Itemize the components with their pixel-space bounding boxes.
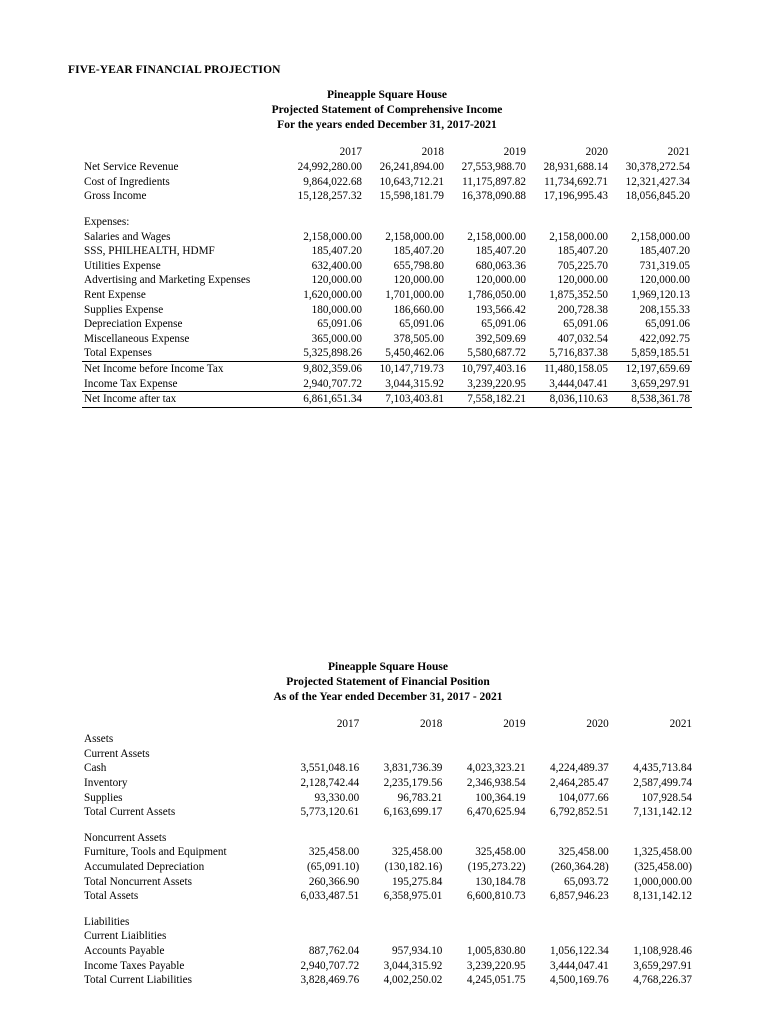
row-value: 260,366.90 bbox=[308, 875, 360, 888]
row-value: 3,444,047.41 bbox=[549, 377, 608, 390]
row-value: 65,091.06 bbox=[563, 318, 608, 331]
row-value: 4,023,323.21 bbox=[466, 762, 526, 775]
row-value: 28,931,688.14 bbox=[543, 161, 608, 174]
table-row bbox=[82, 244, 692, 259]
row-value: 4,224,489.37 bbox=[550, 762, 609, 775]
statement-title-block bbox=[82, 660, 694, 706]
row-value: 8,131,142.12 bbox=[633, 890, 692, 903]
row-label: Salaries and Wages bbox=[84, 230, 171, 243]
column-header-2017: 2017 bbox=[336, 717, 360, 730]
row-value: 6,861,651.34 bbox=[282, 392, 364, 408]
row-value: 655,798.80 bbox=[393, 259, 444, 272]
row-value: 422,092.75 bbox=[639, 332, 690, 345]
row-value: 120,000.00 bbox=[475, 274, 526, 287]
row-label: Accounts Payable bbox=[84, 944, 165, 957]
row-value: 100,364.19 bbox=[475, 791, 526, 804]
row-label: Advertising and Marketing Expenses bbox=[84, 274, 251, 287]
row-value: 680,063.36 bbox=[475, 259, 526, 272]
row-label: Assets bbox=[84, 733, 114, 746]
row-label: Accumulated Depreciation bbox=[84, 860, 205, 873]
row-value: 2,128,742.44 bbox=[300, 776, 360, 789]
column-header-2018: 2018 bbox=[421, 145, 444, 158]
row-value: 1,786,050.00 bbox=[467, 288, 526, 301]
table-row bbox=[82, 860, 694, 875]
statement-title-line: For the years ended December 31, 2017-2021 bbox=[277, 119, 497, 132]
row-value: 65,093.72 bbox=[564, 875, 609, 888]
row-value: 9,802,359.06 bbox=[282, 361, 364, 376]
row-value: 65,091.06 bbox=[399, 318, 444, 331]
row-value: 378,505.00 bbox=[393, 332, 444, 345]
row-value: 1,005,830.80 bbox=[466, 944, 526, 957]
row-value bbox=[528, 747, 611, 762]
statement-title-line: Projected Statement of Comprehensive Income bbox=[271, 104, 503, 117]
row-label: Total Current Assets bbox=[84, 806, 176, 819]
statement-title-line: Pineapple Square House bbox=[328, 661, 448, 673]
row-value: 2,158,000.00 bbox=[385, 230, 444, 243]
row-value: 1,620,000.00 bbox=[303, 288, 362, 301]
row-value: 11,734,692.71 bbox=[544, 175, 608, 188]
row-value: 3,551,048.16 bbox=[300, 762, 360, 775]
row-value bbox=[528, 915, 611, 930]
column-header-2021: 2021 bbox=[669, 717, 692, 730]
row-value: 3,828,469.76 bbox=[300, 974, 360, 987]
row-label: Net Income before Income Tax bbox=[82, 361, 282, 376]
table-row-section-header bbox=[82, 831, 694, 846]
row-value: 9,864,022.68 bbox=[303, 175, 362, 188]
row-label: Net Service Revenue bbox=[84, 161, 179, 174]
row-value: 120,000.00 bbox=[311, 274, 362, 287]
table-row-section-header bbox=[82, 732, 694, 747]
row-value: 1,701,000.00 bbox=[385, 288, 444, 301]
row-value: 2,158,000.00 bbox=[467, 230, 526, 243]
statement-title-block bbox=[82, 88, 692, 134]
row-value: 325,458.00 bbox=[392, 846, 443, 859]
statement-comprehensive-income bbox=[82, 88, 692, 408]
row-value: 130,184.78 bbox=[475, 875, 526, 888]
row-value: 6,470,625.94 bbox=[466, 806, 526, 819]
row-value bbox=[282, 215, 364, 230]
row-label: Noncurrent Assets bbox=[84, 831, 167, 844]
spacer-row bbox=[82, 706, 694, 717]
row-value: 8,538,361.78 bbox=[610, 392, 692, 408]
row-value: 6,792,852.51 bbox=[550, 806, 609, 819]
row-value bbox=[611, 732, 694, 747]
column-header-row bbox=[82, 145, 692, 161]
row-value: 6,163,699.17 bbox=[383, 806, 443, 819]
row-value: 1,325,458.00 bbox=[633, 846, 692, 859]
row-value bbox=[446, 215, 528, 230]
row-value bbox=[278, 732, 361, 747]
row-value: 24,992,280.00 bbox=[297, 161, 362, 174]
document-heading: FIVE-YEAR FINANCIAL PROJECTION bbox=[68, 64, 281, 76]
row-value: 11,175,897.82 bbox=[462, 175, 526, 188]
table-row bbox=[82, 160, 692, 175]
row-value: 2,587,499.74 bbox=[633, 776, 692, 789]
row-label: Total Expenses bbox=[84, 347, 152, 360]
row-value bbox=[611, 831, 694, 846]
row-value: 65,091.06 bbox=[481, 318, 526, 331]
row-value: 957,934.10 bbox=[392, 944, 443, 957]
table-row bbox=[82, 791, 694, 806]
column-header-2019: 2019 bbox=[503, 717, 526, 730]
row-value: 3,239,220.95 bbox=[467, 377, 526, 390]
row-value: 5,325,898.26 bbox=[303, 347, 362, 360]
row-value: 887,762.04 bbox=[308, 944, 360, 957]
row-value: 120,000.00 bbox=[393, 274, 444, 287]
row-value bbox=[444, 732, 527, 747]
row-value: 365,000.00 bbox=[311, 332, 362, 345]
row-value: 2,940,707.72 bbox=[300, 959, 360, 972]
row-value: 15,598,181.79 bbox=[379, 190, 444, 203]
row-label: Total Assets bbox=[84, 890, 139, 903]
row-value bbox=[610, 215, 692, 230]
row-value: 65,091.06 bbox=[317, 318, 362, 331]
header-blank bbox=[82, 717, 278, 733]
table-row-net-income-after-tax bbox=[82, 392, 692, 408]
row-value: 7,558,182.21 bbox=[446, 392, 528, 408]
row-value bbox=[528, 831, 611, 846]
row-value: 185,407.20 bbox=[475, 245, 526, 258]
statement-financial-position bbox=[82, 660, 694, 988]
row-value: 7,131,142.12 bbox=[633, 806, 692, 819]
table-row bbox=[82, 303, 692, 318]
row-value: 186,660.00 bbox=[393, 303, 444, 316]
row-value bbox=[278, 831, 361, 846]
table-row bbox=[82, 761, 694, 776]
row-value bbox=[361, 929, 444, 944]
row-value: 30,378,272.54 bbox=[625, 161, 690, 174]
row-label: Expenses: bbox=[84, 215, 130, 228]
row-value: 6,358,975.01 bbox=[383, 890, 443, 903]
row-value bbox=[528, 215, 610, 230]
table-row-total bbox=[82, 805, 694, 820]
row-label: Inventory bbox=[84, 776, 128, 789]
row-label: Furniture, Tools and Equipment bbox=[84, 846, 227, 859]
row-value: 16,378,090.88 bbox=[461, 190, 526, 203]
row-value: 7,103,403.81 bbox=[364, 392, 446, 408]
table-row bbox=[82, 845, 694, 860]
row-value: 8,036,110.63 bbox=[528, 392, 610, 408]
statement-title-line: Projected Statement of Financial Position bbox=[286, 676, 490, 689]
row-label: Miscellaneous Expense bbox=[84, 332, 190, 345]
table-row bbox=[82, 361, 692, 376]
row-value bbox=[278, 929, 361, 944]
row-value: (260,364.28) bbox=[550, 860, 609, 873]
row-value: 96,783.21 bbox=[397, 791, 443, 804]
row-value: 1,875,352.50 bbox=[549, 288, 608, 301]
row-label: Supplies Expense bbox=[84, 303, 164, 316]
row-value: 4,435,713.84 bbox=[633, 762, 692, 775]
row-value: 5,450,462.06 bbox=[385, 347, 444, 360]
table-row-total bbox=[82, 973, 694, 988]
row-value: 3,239,220.95 bbox=[466, 959, 526, 972]
row-value: 2,158,000.00 bbox=[631, 230, 690, 243]
row-value bbox=[444, 831, 527, 846]
row-value: (65,091.10) bbox=[306, 860, 360, 873]
row-value bbox=[364, 215, 446, 230]
row-value: 200,728.38 bbox=[557, 303, 608, 316]
row-value: 4,500,169.76 bbox=[550, 974, 609, 987]
row-value: 18,056,845.20 bbox=[625, 190, 690, 203]
spacer-row bbox=[82, 134, 692, 145]
header-blank bbox=[82, 145, 282, 161]
table-row-total bbox=[82, 875, 694, 890]
row-value bbox=[361, 915, 444, 930]
column-header-2018: 2018 bbox=[420, 717, 443, 730]
row-value: 2,235,179.56 bbox=[383, 776, 443, 789]
row-value: 632,400.00 bbox=[311, 259, 362, 272]
table-row-section-header bbox=[82, 747, 694, 762]
row-value bbox=[444, 915, 527, 930]
row-value: 26,241,894.00 bbox=[379, 161, 444, 174]
financial-position-table bbox=[82, 706, 694, 988]
table-row bbox=[82, 317, 692, 332]
row-value bbox=[361, 831, 444, 846]
row-value: 104,077.66 bbox=[558, 791, 609, 804]
row-value: 15,128,257.32 bbox=[297, 190, 362, 203]
row-value: 6,857,946.23 bbox=[550, 890, 609, 903]
row-value bbox=[361, 732, 444, 747]
column-header-2017: 2017 bbox=[339, 145, 362, 158]
row-value: 325,458.00 bbox=[475, 846, 526, 859]
spacer-row bbox=[82, 204, 692, 215]
table-row-section-header bbox=[82, 215, 692, 230]
row-value bbox=[611, 915, 694, 930]
row-value: 193,566.42 bbox=[475, 303, 526, 316]
row-value: 2,158,000.00 bbox=[549, 230, 608, 243]
table-row bbox=[82, 776, 694, 791]
row-value: 6,033,487.51 bbox=[300, 890, 360, 903]
row-value: 325,458.00 bbox=[308, 846, 360, 859]
row-label: Gross Income bbox=[84, 190, 147, 203]
row-value: 4,245,051.75 bbox=[466, 974, 526, 987]
row-value: (195,273.22) bbox=[467, 860, 526, 873]
row-value: 2,346,938.54 bbox=[466, 776, 526, 789]
row-label: Total Current Liabilities bbox=[84, 974, 192, 987]
column-header-2020: 2020 bbox=[586, 717, 609, 730]
table-row-total bbox=[82, 889, 694, 904]
row-value: 1,969,120.13 bbox=[631, 288, 690, 301]
row-value: 2,158,000.00 bbox=[303, 230, 362, 243]
table-row bbox=[82, 959, 694, 974]
row-value: 5,859,185.51 bbox=[631, 347, 690, 360]
row-label: Depreciation Expense bbox=[84, 318, 183, 331]
row-value: 120,000.00 bbox=[557, 274, 608, 287]
row-value: 325,458.00 bbox=[558, 846, 609, 859]
row-value: 2,464,285.47 bbox=[550, 776, 609, 789]
column-header-2020: 2020 bbox=[585, 145, 608, 158]
row-value: 392,509.69 bbox=[475, 332, 526, 345]
row-value: 705,225.70 bbox=[557, 259, 608, 272]
table-row bbox=[82, 377, 692, 392]
table-row-section-header bbox=[82, 915, 694, 930]
row-value: 1,000,000.00 bbox=[633, 875, 692, 888]
row-value: 5,580,687.72 bbox=[467, 347, 526, 360]
row-value: 3,044,315.92 bbox=[383, 959, 443, 972]
table-row-total bbox=[82, 346, 692, 361]
income-statement-table bbox=[82, 134, 692, 408]
row-label: Current Assets bbox=[84, 747, 150, 760]
row-value bbox=[528, 732, 611, 747]
table-row bbox=[82, 175, 692, 190]
row-value bbox=[611, 747, 694, 762]
row-value: 93,330.00 bbox=[314, 791, 360, 804]
row-value: 5,716,837.38 bbox=[549, 347, 608, 360]
row-value: 185,407.20 bbox=[639, 245, 690, 258]
column-header-2019: 2019 bbox=[503, 145, 526, 158]
row-value: 10,797,403.16 bbox=[446, 361, 528, 376]
row-value: 10,147,719.73 bbox=[364, 361, 446, 376]
row-value: 11,480,158.05 bbox=[528, 361, 610, 376]
column-header-2021: 2021 bbox=[667, 145, 690, 158]
table-row-section-header bbox=[82, 929, 694, 944]
row-value: (325,458.00) bbox=[634, 860, 692, 873]
row-label: Net Income after tax bbox=[82, 392, 282, 408]
spacer-row bbox=[82, 904, 694, 915]
spacer-row bbox=[82, 820, 694, 831]
row-label: Cost of Ingredients bbox=[84, 175, 170, 188]
row-value: 1,056,122.34 bbox=[550, 944, 609, 957]
row-label: SSS, PHILHEALTH, HDMF bbox=[84, 245, 215, 258]
row-value bbox=[278, 747, 361, 762]
row-label: Income Taxes Payable bbox=[84, 959, 185, 972]
table-row bbox=[82, 332, 692, 347]
table-row bbox=[82, 189, 692, 204]
row-label: Cash bbox=[84, 762, 107, 775]
row-value: 4,768,226.37 bbox=[633, 974, 692, 987]
row-value: 65,091.06 bbox=[645, 318, 690, 331]
row-value: 3,044,315.92 bbox=[385, 377, 444, 390]
table-row bbox=[82, 230, 692, 245]
row-value: 185,407.20 bbox=[393, 245, 444, 258]
row-value: 3,444,047.41 bbox=[550, 959, 609, 972]
table-row bbox=[82, 288, 692, 303]
row-value: 27,553,988.70 bbox=[461, 161, 526, 174]
row-label: Utilities Expense bbox=[84, 259, 161, 272]
row-value: 107,928.54 bbox=[641, 791, 692, 804]
row-label: Rent Expense bbox=[84, 288, 146, 301]
row-value: 3,659,297.91 bbox=[631, 377, 690, 390]
row-value bbox=[444, 929, 527, 944]
row-value: 180,000.00 bbox=[311, 303, 362, 316]
row-value: 1,108,928.46 bbox=[633, 944, 692, 957]
row-value: 12,321,427.34 bbox=[625, 175, 690, 188]
row-value bbox=[361, 747, 444, 762]
row-value: 10,643,712.21 bbox=[379, 175, 444, 188]
row-value bbox=[444, 747, 527, 762]
row-label: Current Liaiblities bbox=[84, 930, 167, 943]
row-value: 120,000.00 bbox=[639, 274, 690, 287]
column-header-row bbox=[82, 717, 694, 733]
row-value: 407,032.54 bbox=[557, 332, 608, 345]
row-value: 6,600,810.73 bbox=[466, 890, 526, 903]
row-value bbox=[611, 929, 694, 944]
row-value: 208,155.33 bbox=[639, 303, 690, 316]
row-value: (130,182.16) bbox=[384, 860, 443, 873]
row-value: 3,831,736.39 bbox=[383, 762, 443, 775]
row-value bbox=[528, 929, 611, 944]
row-value: 3,659,297.91 bbox=[633, 959, 692, 972]
row-value: 185,407.20 bbox=[311, 245, 362, 258]
row-label: Total Noncurrent Assets bbox=[84, 875, 192, 888]
statement-title-line: Pineapple Square House bbox=[327, 89, 447, 101]
row-label: Supplies bbox=[84, 791, 123, 804]
statement-title-line: As of the Year ended December 31, 2017 - 2021 bbox=[273, 691, 503, 704]
row-value: 195,275.84 bbox=[392, 875, 443, 888]
row-value: 731,319.05 bbox=[639, 259, 690, 272]
row-value bbox=[278, 915, 361, 930]
table-row bbox=[82, 944, 694, 959]
row-value: 4,002,250.02 bbox=[383, 974, 443, 987]
row-label: Income Tax Expense bbox=[84, 377, 178, 390]
row-value: 5,773,120.61 bbox=[300, 806, 360, 819]
row-value: 2,940,707.72 bbox=[303, 377, 362, 390]
table-row bbox=[82, 259, 692, 274]
row-value: 12,197,659.69 bbox=[610, 361, 692, 376]
row-value: 185,407.20 bbox=[557, 245, 608, 258]
row-value: 17,196,995.43 bbox=[543, 190, 608, 203]
row-label: Liabilities bbox=[84, 915, 130, 928]
table-row bbox=[82, 273, 692, 288]
